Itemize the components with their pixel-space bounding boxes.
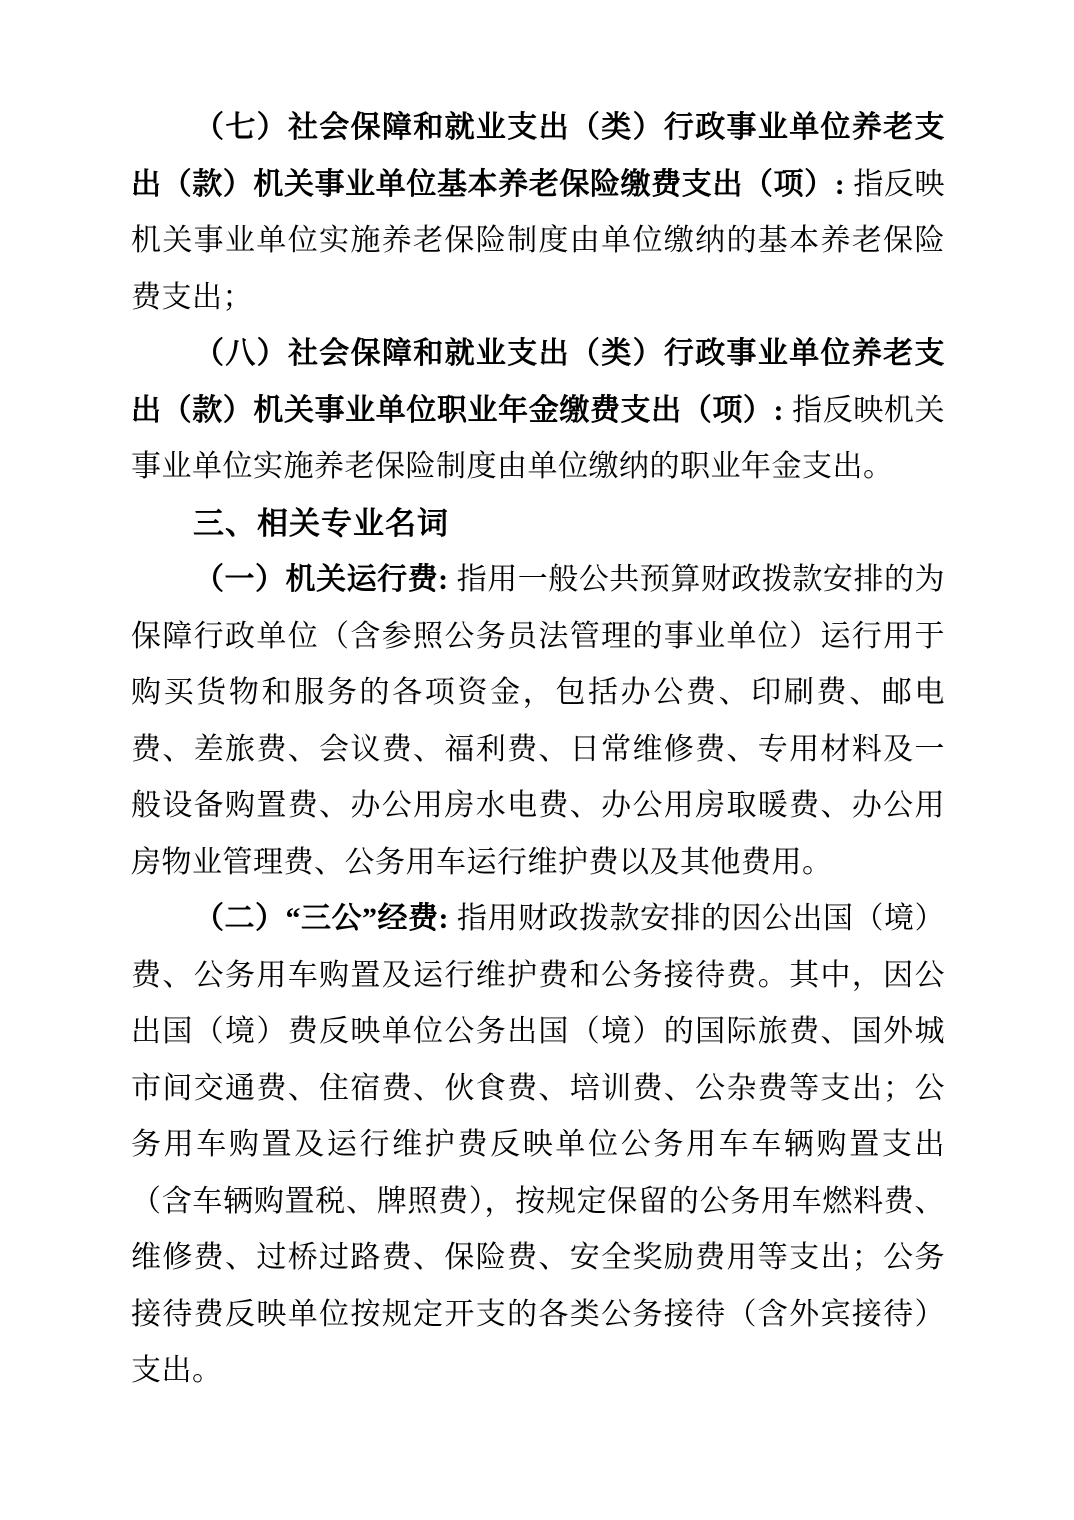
paragraph-body-item-8: 指反映机关事业单位实施养老保险制度由单位缴纳的职业年金支出。 xyxy=(131,393,945,483)
paragraph-body-term-2: 指用财政拨款安排的因公出国（境）费、公务用车购置及运行维护费和公务接待费。其中，因公出国（境）费反映单位公务出国（境）的国际旅费、国外城市间交通费、住宿费、伙食费、培训费、公杂费等支出；公务用车购置及运行维护费反映单位公务用车车辆购置支出（含车辆购置税、牌照费），按规定保留的公务用车燃料费、维修费、过桥过路费、保险费、安全奖励费用等支出；公务接待费反映单位按规定开支的各类公务接待（含外宾接待）支出。 xyxy=(131,902,945,1387)
paragraph-body-item-7: 指反映机关事业单位实施养老保险制度由单位缴纳的基本养老保险费支出； xyxy=(131,167,946,314)
paragraph-term-three-public-funds xyxy=(131,891,945,1400)
paragraph-body-term-1: 指用一般公共预算财政拨款安排的为保障行政单位（含参照公务员法管理的事业单位）运行用于购买货物和服务的各项资金，包括办公费、印刷费、邮电费、差旅费、会议费、福利费、日常维修费、专用材料及一般设备购置费、办公用房水电费、办公用房取暖费、办公用房物业管理费、公务用车运行维护费以及其他费用。 xyxy=(131,563,945,879)
paragraph-term-agency-operating-fee xyxy=(131,552,945,891)
paragraph-lead-term-2: （二）“三公”经费: xyxy=(194,902,457,935)
paragraph-lead-item-8: （八）社会保障和就业支出（类）行政事业单位养老支出（款）机关事业单位职业年金缴费支出（项）: xyxy=(131,337,945,427)
paragraph-social-security-item-7 xyxy=(131,100,945,326)
paragraph-social-security-item-8 xyxy=(131,326,945,496)
paragraph-lead-item-7: （七）社会保障和就业支出（类）行政事业单位养老支出（款）机关事业单位基本养老保险缴费支出（项）: xyxy=(131,111,945,201)
section-heading-related-terms: 三、相关专业名词 xyxy=(193,505,449,541)
paragraph-lead-term-1: （一）机关运行费: xyxy=(194,563,457,596)
